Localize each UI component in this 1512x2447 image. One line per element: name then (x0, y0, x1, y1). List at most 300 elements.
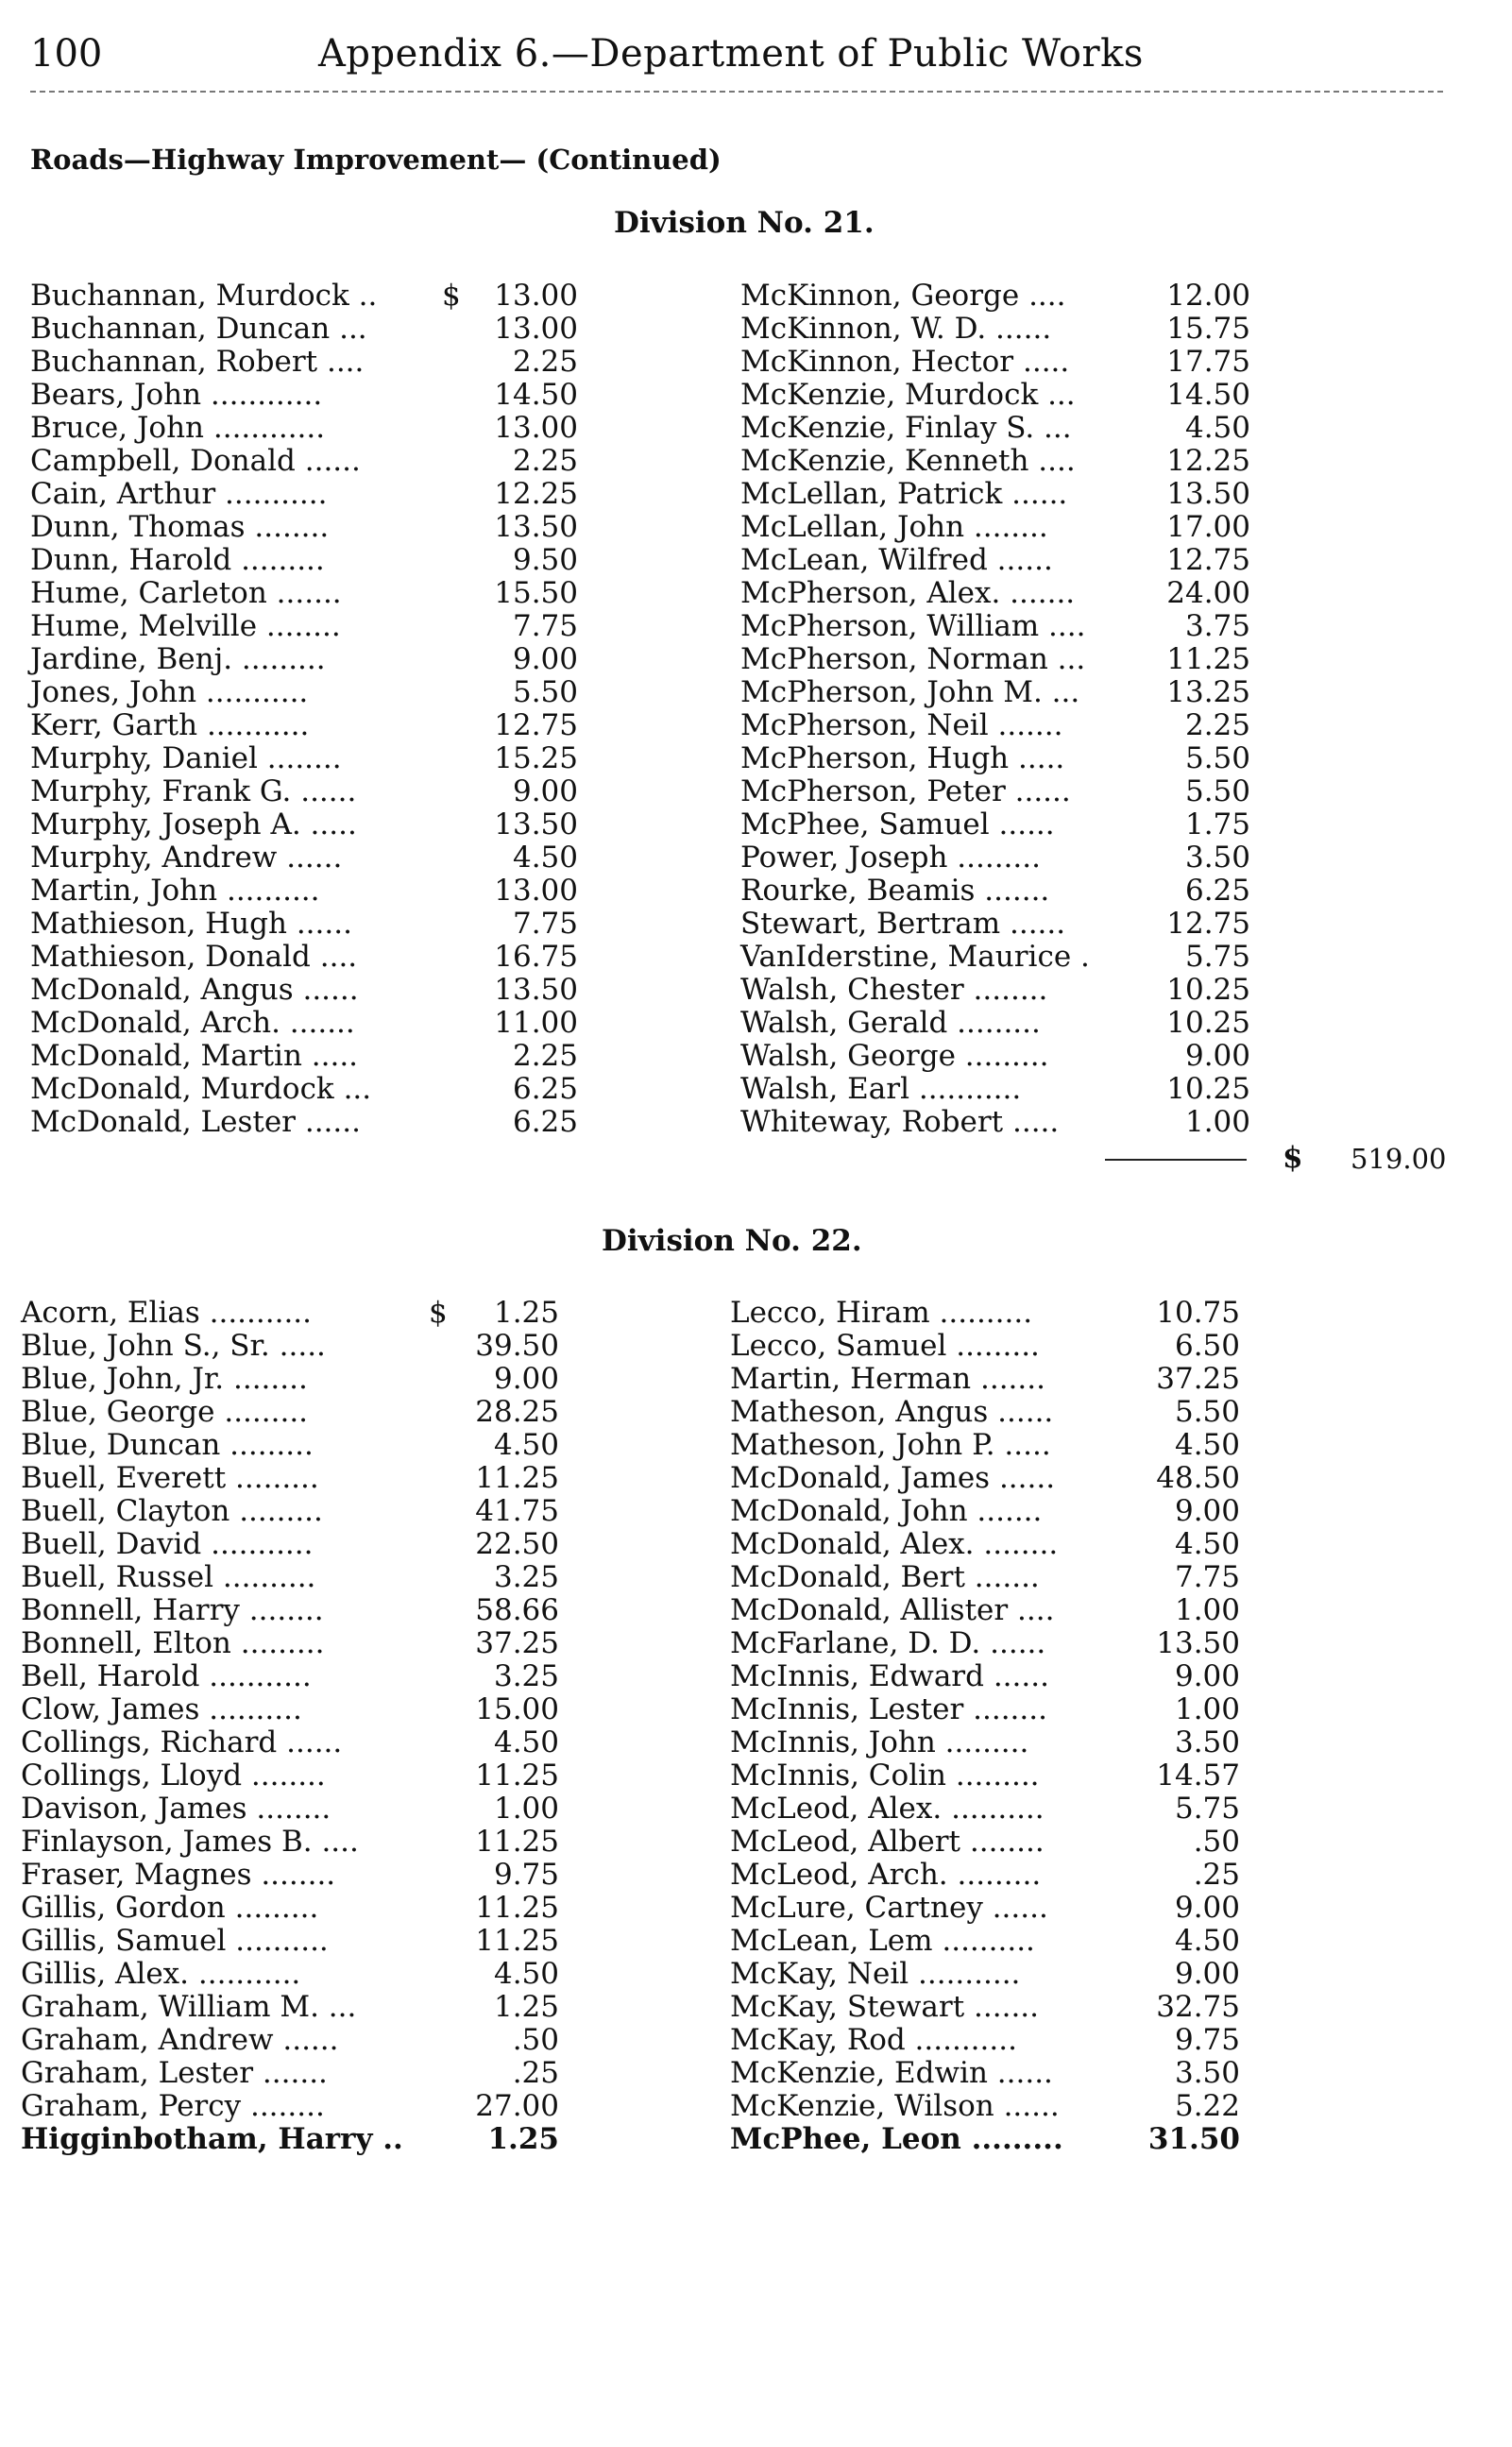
entry-amount: 39.50 (475, 1329, 559, 1363)
entry-amount: 11.25 (475, 1759, 559, 1793)
entry-name: Bruce, John ............ (30, 411, 326, 445)
list-item (740, 941, 1269, 974)
section-title: Roads—Highway Improvement— (Continued) (30, 144, 722, 176)
entry-name: McKinnon, George .... (740, 279, 1066, 313)
entry-amount: 48.50 (1156, 1461, 1240, 1495)
entry-amount: 4.50 (1174, 1527, 1240, 1561)
list-item (30, 940, 578, 974)
list-item (740, 1073, 1269, 1106)
entry-amount: 7.75 (512, 907, 578, 941)
entry-amount: .25 (1193, 1858, 1240, 1892)
entry-amount: .50 (512, 2023, 559, 2057)
dollar-sign: $ (429, 1296, 448, 1330)
list-item (30, 973, 578, 1007)
entry-name: McKinnon, W. D. ...... (740, 312, 1052, 346)
entry-amount: 1.75 (1184, 807, 1250, 841)
entry-amount: 11.25 (475, 1461, 559, 1495)
entry-name: Power, Joseph ......... (740, 841, 1041, 875)
entry-name: McPherson, Hugh ..... (740, 741, 1065, 775)
entry-amount: 11.25 (1166, 642, 1250, 676)
entry-name: Buell, David ........... (21, 1527, 314, 1561)
entry-name: Matheson, John P. ..... (730, 1428, 1051, 1462)
entry-name: Jones, John ........... (30, 675, 309, 709)
entry-name: Buchannan, Murdock .. (30, 279, 378, 313)
division-21-title: Division No. 21. (614, 206, 875, 240)
entry-amount: 13.50 (494, 973, 578, 1007)
entry-amount: 3.50 (1184, 841, 1250, 875)
page-header (30, 32, 1447, 89)
list-item (730, 1892, 1259, 1925)
entry-name: McLeod, Arch. ......... (730, 1858, 1042, 1892)
list-item (21, 1858, 559, 1892)
list-item (740, 610, 1269, 643)
entry-amount: 3.50 (1174, 1725, 1240, 1759)
entry-amount: 17.75 (1166, 345, 1250, 379)
entry-amount: 5.50 (1174, 1395, 1240, 1429)
list-item (21, 1593, 559, 1627)
entry-amount: 1.00 (493, 1792, 559, 1826)
entry-amount: 9.75 (1174, 2023, 1240, 2057)
list-item (30, 907, 578, 941)
page-number: 100 (30, 32, 103, 76)
list-item (730, 1793, 1259, 1826)
list-item (30, 312, 578, 346)
list-item (30, 279, 578, 313)
entry-name: Bonnell, Elton ......... (21, 1626, 325, 1660)
entry-name: Gillis, Samuel .......... (21, 1924, 329, 1958)
list-item (21, 1659, 559, 1693)
entry-amount: 10.25 (1166, 1006, 1250, 1040)
division-22-left-column (21, 1296, 559, 2156)
list-item (21, 1362, 559, 1396)
entry-name: McDonald, Alex. ........ (730, 1527, 1059, 1561)
entry-amount: 9.00 (1174, 1494, 1240, 1528)
entry-name: McKenzie, Finlay S. ... (740, 411, 1072, 445)
entry-name: Mathieson, Hugh ...... (30, 907, 352, 941)
division-21-total: 519.00 (1351, 1143, 1447, 1175)
list-item (740, 1106, 1269, 1139)
entry-amount: .50 (1193, 1825, 1240, 1859)
entry-amount: 14.57 (1156, 1759, 1240, 1793)
entry-name: Blue, John, Jr. ........ (21, 1362, 308, 1396)
list-item (730, 1330, 1259, 1363)
entry-name: VanIderstine, Maurice . (740, 940, 1090, 974)
entry-amount: 1.25 (493, 1296, 559, 1330)
entry-amount: 37.25 (475, 1626, 559, 1660)
entry-name: Walsh, Gerald ......... (740, 1006, 1041, 1040)
entry-amount: 1.25 (487, 2122, 559, 2156)
entry-amount: 13.50 (494, 807, 578, 841)
entry-amount: 9.50 (512, 543, 578, 577)
entry-amount: 4.50 (493, 1957, 559, 1991)
list-item (730, 2057, 1259, 2090)
list-item (21, 2056, 559, 2090)
list-item (30, 774, 578, 808)
entry-name: Kerr, Garth ........... (30, 708, 310, 742)
entry-name: McInnis, Edward ...... (730, 1659, 1049, 1693)
entry-amount: 6.25 (1184, 874, 1250, 908)
entry-name: Murphy, Joseph A. ..... (30, 807, 357, 841)
list-item (730, 1859, 1259, 1892)
entry-name: Murphy, Andrew ...... (30, 841, 343, 875)
list-item (21, 1924, 559, 1958)
list-item (30, 411, 578, 445)
list-item (21, 1395, 559, 1429)
list-item (730, 1826, 1259, 1859)
entry-amount: 12.25 (494, 477, 578, 511)
list-item (740, 1040, 1269, 1073)
entry-name: Dunn, Harold ......... (30, 543, 325, 577)
entry-amount: 15.00 (475, 1692, 559, 1726)
entry-amount: 4.50 (493, 1725, 559, 1759)
entry-amount: 3.25 (493, 1560, 559, 1594)
entry-name: Stewart, Bertram ...... (740, 907, 1066, 941)
entry-amount: 12.75 (1166, 543, 1250, 577)
list-item (730, 2024, 1259, 2057)
list-item (30, 874, 578, 908)
entry-name: McDonald, Arch. ....... (30, 1006, 355, 1040)
entry-amount: 28.25 (475, 1395, 559, 1429)
entry-amount: 9.00 (512, 774, 578, 808)
entry-name: Acorn, Elias ........... (21, 1296, 313, 1330)
list-item (740, 1007, 1269, 1040)
entry-name: Bell, Harold ........... (21, 1659, 312, 1693)
list-item (730, 1462, 1259, 1495)
entry-name: McPherson, Neil ....... (740, 708, 1063, 742)
entry-amount: 5.75 (1174, 1792, 1240, 1826)
list-item (21, 2023, 559, 2057)
entry-name: McDonald, Martin ..... (30, 1039, 359, 1073)
entry-name: McKenzie, Wilson ...... (730, 2089, 1060, 2123)
entry-name: McKinnon, Hector ..... (740, 345, 1070, 379)
entry-name: McPherson, Norman ... (740, 642, 1086, 676)
list-item (21, 2122, 559, 2156)
entry-amount: 9.00 (512, 642, 578, 676)
entry-amount: .25 (512, 2056, 559, 2090)
list-item (21, 2089, 559, 2123)
entry-amount: 9.00 (493, 1362, 559, 1396)
entry-amount: 3.75 (1184, 609, 1250, 643)
entry-amount: 11.00 (494, 1006, 578, 1040)
entry-name: McKenzie, Murdock ... (740, 378, 1076, 412)
entry-amount: 13.00 (494, 279, 578, 313)
entry-amount: 1.00 (1174, 1593, 1240, 1627)
list-item (30, 642, 578, 676)
entry-amount: 12.00 (1166, 279, 1250, 313)
list-item (30, 576, 578, 610)
list-item (730, 1561, 1259, 1594)
entry-name: McKenzie, Kenneth .... (740, 444, 1076, 478)
entry-name: McDonald, Bert ....... (730, 1560, 1040, 1594)
entry-amount: 9.00 (1174, 1957, 1240, 1991)
list-item (730, 1363, 1259, 1396)
entry-amount: 3.25 (493, 1659, 559, 1693)
entry-name: Finlayson, James B. .... (21, 1825, 359, 1859)
entry-amount: 17.00 (1166, 510, 1250, 544)
entry-amount: 4.50 (493, 1428, 559, 1462)
list-item (740, 544, 1269, 577)
list-item (30, 1039, 578, 1073)
entry-amount: 13.50 (494, 510, 578, 544)
entry-amount: 2.25 (512, 1039, 578, 1073)
entry-name: McLeod, Albert ........ (730, 1825, 1045, 1859)
entry-name: Bears, John ............ (30, 378, 323, 412)
entry-name: Collings, Richard ...... (21, 1725, 343, 1759)
list-item (740, 511, 1269, 544)
list-item (30, 345, 578, 379)
entry-amount: 12.25 (1166, 444, 1250, 478)
entry-name: Hume, Melville ........ (30, 609, 341, 643)
list-item (21, 1560, 559, 1594)
entry-name: McLellan, Patrick ...... (740, 477, 1068, 511)
list-item (740, 313, 1269, 346)
entry-name: Graham, William M. ... (21, 1990, 357, 2024)
entry-amount: 13.50 (1166, 477, 1250, 511)
entry-name: McKay, Rod ........... (730, 2023, 1017, 2057)
entry-name: Buell, Everett ......... (21, 1461, 319, 1495)
list-item (730, 1759, 1259, 1793)
entry-name: McLeod, Alex. .......... (730, 1792, 1045, 1826)
entry-name: Martin, Herman ....... (730, 1362, 1045, 1396)
entry-name: Walsh, Chester ........ (740, 973, 1048, 1007)
list-item (730, 1925, 1259, 1958)
list-item (30, 1006, 578, 1040)
entry-name: Higginbotham, Harry .. (21, 2122, 403, 2156)
list-item (740, 742, 1269, 775)
list-item (740, 841, 1269, 875)
entry-amount: 27.00 (475, 2089, 559, 2123)
entry-amount: 10.25 (1166, 973, 1250, 1007)
entry-amount: 13.25 (1166, 675, 1250, 709)
entry-name: Buell, Clayton ......... (21, 1494, 323, 1528)
entry-name: Clow, James .......... (21, 1692, 302, 1726)
list-item (21, 1725, 559, 1759)
division-21-left-column (30, 279, 578, 1139)
list-item (740, 478, 1269, 511)
entry-amount: 41.75 (475, 1494, 559, 1528)
list-item (740, 974, 1269, 1007)
entry-amount: 11.25 (475, 1891, 559, 1925)
list-item (740, 808, 1269, 841)
total-dollar-sign: $ (1283, 1141, 1303, 1175)
entry-name: Bonnell, Harry ........ (21, 1593, 324, 1627)
entry-name: McInnis, Lester ........ (730, 1692, 1047, 1726)
entry-name: Jardine, Benj. ......... (30, 642, 326, 676)
list-item (30, 609, 578, 643)
entry-name: Graham, Percy ........ (21, 2089, 325, 2123)
list-item (740, 709, 1269, 742)
entry-name: Rourke, Beamis ....... (740, 874, 1050, 908)
entry-name: McLellan, John ........ (740, 510, 1048, 544)
entry-name: Lecco, Samuel ......... (730, 1329, 1040, 1363)
list-item (30, 444, 578, 478)
list-item (21, 1957, 559, 1991)
entry-name: McFarlane, D. D. ...... (730, 1626, 1046, 1660)
entry-amount: 12.75 (1166, 907, 1250, 941)
entry-amount: 14.50 (1166, 378, 1250, 412)
list-item (21, 1626, 559, 1660)
list-item (730, 1495, 1259, 1528)
entry-name: McPherson, Alex. ....... (740, 576, 1076, 610)
entry-amount: 5.75 (1184, 940, 1250, 974)
entry-amount: 15.25 (494, 741, 578, 775)
entry-name: McDonald, Lester ...... (30, 1105, 361, 1139)
entry-amount: 6.25 (512, 1105, 578, 1139)
entry-name: Whiteway, Robert ..... (740, 1105, 1060, 1139)
entry-amount: 14.50 (494, 378, 578, 412)
list-item (21, 1461, 559, 1495)
list-item (730, 1297, 1259, 1330)
list-item (21, 1494, 559, 1528)
list-item (730, 1627, 1259, 1660)
entry-name: McLure, Cartney ...... (730, 1891, 1048, 1925)
entry-amount: 11.25 (475, 1825, 559, 1859)
entry-name: Gillis, Alex. ........... (21, 1957, 301, 1991)
entry-amount: 7.75 (512, 609, 578, 643)
entry-amount: 15.50 (494, 576, 578, 610)
entry-name: Buchannan, Duncan ... (30, 312, 367, 346)
list-item (30, 741, 578, 775)
entry-amount: 5.50 (512, 675, 578, 709)
list-item (740, 280, 1269, 313)
entry-amount: 22.50 (475, 1527, 559, 1561)
entry-name: Murphy, Frank G. ...... (30, 774, 357, 808)
list-item (21, 1891, 559, 1925)
entry-name: McPherson, John M. ... (740, 675, 1080, 709)
entry-name: McLean, Lem .......... (730, 1924, 1035, 1958)
entry-name: McDonald, Murdock ... (30, 1072, 372, 1106)
entry-name: Martin, John .......... (30, 874, 320, 908)
list-item (30, 543, 578, 577)
entry-name: McKenzie, Edwin ...... (730, 2056, 1053, 2090)
entry-amount: 5.22 (1174, 2089, 1240, 2123)
entry-amount: 13.50 (1156, 1626, 1240, 1660)
entry-name: McPherson, William .... (740, 609, 1086, 643)
entry-amount: 6.50 (1174, 1329, 1240, 1363)
entry-amount: 4.50 (512, 841, 578, 875)
list-item (30, 807, 578, 841)
division-21-right-column (740, 280, 1269, 1139)
entry-amount: 58.66 (475, 1593, 559, 1627)
list-item (740, 412, 1269, 445)
list-item (730, 2090, 1259, 2123)
entry-amount: 1.00 (1184, 1105, 1250, 1139)
division-22-right-column (730, 1297, 1259, 2156)
list-item (30, 378, 578, 412)
entry-name: Mathieson, Donald .... (30, 940, 358, 974)
list-item (30, 1105, 578, 1139)
entry-name: Blue, John S., Sr. ..... (21, 1329, 326, 1363)
entry-name: Campbell, Donald ...... (30, 444, 361, 478)
entry-name: Matheson, Angus ...... (730, 1395, 1054, 1429)
running-head: Appendix 6.—Department of Public Works (318, 32, 1144, 76)
entry-name: Blue, George ......... (21, 1395, 309, 1429)
entry-name: McKay, Stewart ....... (730, 1990, 1040, 2024)
entry-amount: 4.50 (1184, 411, 1250, 445)
entry-name: Walsh, Earl ........... (740, 1072, 1022, 1106)
entry-name: Murphy, Daniel ........ (30, 741, 342, 775)
entry-name: McInnis, Colin ......... (730, 1759, 1040, 1793)
entry-amount: 9.75 (493, 1858, 559, 1892)
entry-amount: 2.25 (1184, 708, 1250, 742)
entry-amount: 1.25 (493, 1990, 559, 2024)
list-item (730, 1958, 1259, 1991)
entry-amount: 9.00 (1174, 1891, 1240, 1925)
entry-name: Buchannan, Robert .... (30, 345, 365, 379)
list-item (740, 676, 1269, 709)
entry-amount: 12.75 (494, 708, 578, 742)
list-item (21, 1990, 559, 2024)
list-item (730, 1528, 1259, 1561)
entry-amount: 10.75 (1156, 1296, 1240, 1330)
list-item (730, 2123, 1259, 2156)
entry-amount: 13.00 (494, 312, 578, 346)
entry-amount: 3.50 (1174, 2056, 1240, 2090)
list-item (30, 510, 578, 544)
entry-name: McPhee, Leon ......... (730, 2122, 1063, 2156)
list-item (730, 1594, 1259, 1627)
list-item (21, 1527, 559, 1561)
list-item (740, 908, 1269, 941)
entry-name: Hume, Carleton ....... (30, 576, 342, 610)
entry-amount: 2.25 (512, 444, 578, 478)
list-item (21, 1825, 559, 1859)
entry-name: McDonald, James ...... (730, 1461, 1056, 1495)
list-item (30, 675, 578, 709)
entry-amount: 6.25 (512, 1072, 578, 1106)
list-item (21, 1792, 559, 1826)
list-item (740, 445, 1269, 478)
list-item (730, 1991, 1259, 2024)
entry-name: McInnis, John ......... (730, 1725, 1029, 1759)
header-rule (30, 91, 1443, 93)
list-item (30, 708, 578, 742)
entry-name: Lecco, Hiram .......... (730, 1296, 1033, 1330)
entry-name: McDonald, Allister .... (730, 1593, 1055, 1627)
list-item (21, 1692, 559, 1726)
entry-amount: 11.25 (475, 1924, 559, 1958)
list-item (21, 1329, 559, 1363)
entry-name: McDonald, Angus ...... (30, 973, 359, 1007)
entry-amount: 2.25 (512, 345, 578, 379)
entry-amount: 32.75 (1156, 1990, 1240, 2024)
entry-name: Cain, Arthur ........... (30, 477, 328, 511)
entry-name: Dunn, Thomas ........ (30, 510, 330, 544)
entry-amount: 5.50 (1184, 774, 1250, 808)
entry-amount: 13.00 (494, 411, 578, 445)
entry-amount: 37.25 (1156, 1362, 1240, 1396)
entry-name: Buell, Russel .......... (21, 1560, 316, 1594)
entry-name: Walsh, George ......... (740, 1039, 1049, 1073)
entry-amount: 1.00 (1174, 1692, 1240, 1726)
list-item (740, 775, 1269, 808)
entry-amount: 13.00 (494, 874, 578, 908)
entry-name: McLean, Wilfred ...... (740, 543, 1053, 577)
entry-name: Davison, James ........ (21, 1792, 331, 1826)
list-item (740, 577, 1269, 610)
list-item (730, 1693, 1259, 1726)
entry-name: McDonald, John ....... (730, 1494, 1043, 1528)
entry-name: McPhee, Samuel ...... (740, 807, 1055, 841)
list-item (740, 379, 1269, 412)
list-item (21, 1759, 559, 1793)
list-item (30, 477, 578, 511)
list-item (730, 1429, 1259, 1462)
entry-name: McKay, Neil ........... (730, 1957, 1021, 1991)
entry-amount: 15.75 (1166, 312, 1250, 346)
entry-name: Fraser, Magnes ........ (21, 1858, 336, 1892)
entry-amount: 9.00 (1174, 1659, 1240, 1693)
